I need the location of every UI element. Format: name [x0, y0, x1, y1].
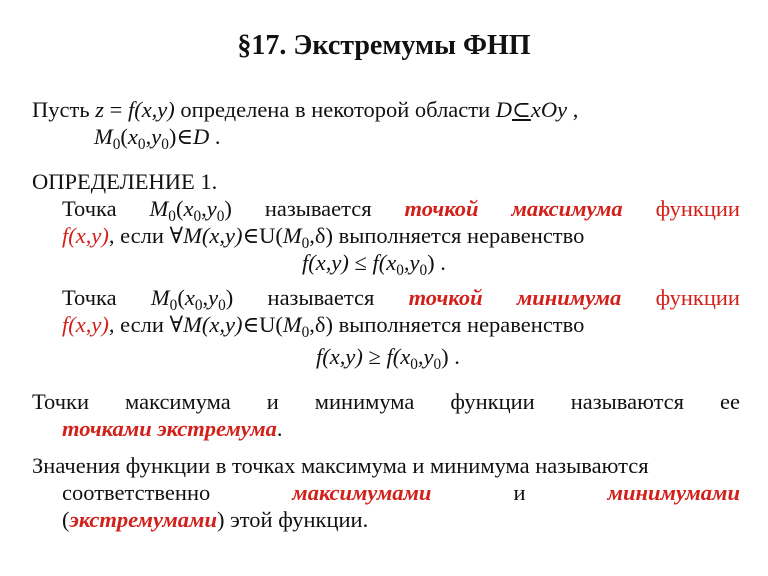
extremum-points-line-2: точками экстремума. — [62, 416, 283, 441]
term-extremumami: экстремумами — [69, 507, 217, 532]
extremum-points-line-1: Точки максимума и минимума функции называются ее — [32, 389, 740, 414]
def-min-line-1: Точка $M_0(x_0,y_0)$ называется точкой минимума функции — [62, 285, 740, 314]
term-maksimumami: максимумами — [292, 480, 432, 505]
point-m0: $M_0(x_0,y_0)$ — [150, 285, 234, 314]
def-min-line-2: f(x,y), если $\forall M(x,y)\in U(M_0,\delta)$ выполняется неравенство — [62, 312, 585, 341]
term-minimumami: минимумами — [607, 480, 740, 505]
term-minimuma: минимума — [516, 285, 622, 310]
slide-title: §17. Экстремумы ФНП — [237, 30, 531, 61]
extremum-values-line-2: соответственно максимумами и минимумами — [62, 480, 740, 505]
intro-line-2: $M_0(x_0,y_0)\in D$ . — [94, 124, 221, 153]
intro-line-1: Пусть z = f(x,y) определена в некоторой области D⊂xOy , — [32, 97, 579, 122]
def-min-inequality: $f(x,y) \ge f(x_0,y_0)$ . — [316, 344, 460, 373]
definition-heading: ОПРЕДЕЛЕНИЕ 1. — [32, 169, 218, 194]
subset-symbol: ⊂ — [512, 97, 531, 122]
term-tochkoy: точкой — [408, 285, 483, 310]
def-max-line-2: f(x,y), если $\forall M(x,y)\in U(M_0,\delta)$ выполняется неравенство — [62, 223, 585, 252]
term-tochkoy: точкой — [404, 196, 479, 221]
def-max-inequality: $f(x,y) \le f(x_0,y_0)$ . — [302, 250, 446, 279]
extremum-values-line-3: (экстремумами) этой функции. — [62, 507, 369, 532]
term-extremum-points: точками экстремума — [62, 416, 277, 441]
point-m0: $M_0(x_0,y_0)$ — [149, 196, 232, 225]
extremum-values-line-1: Значения функции в точках максимума и минимума называются — [32, 453, 649, 478]
term-maksimuma: максимума — [511, 196, 623, 221]
def-max-line-1: Точка $M_0(x_0,y_0)$ называется точкой максимума функции — [62, 196, 740, 225]
